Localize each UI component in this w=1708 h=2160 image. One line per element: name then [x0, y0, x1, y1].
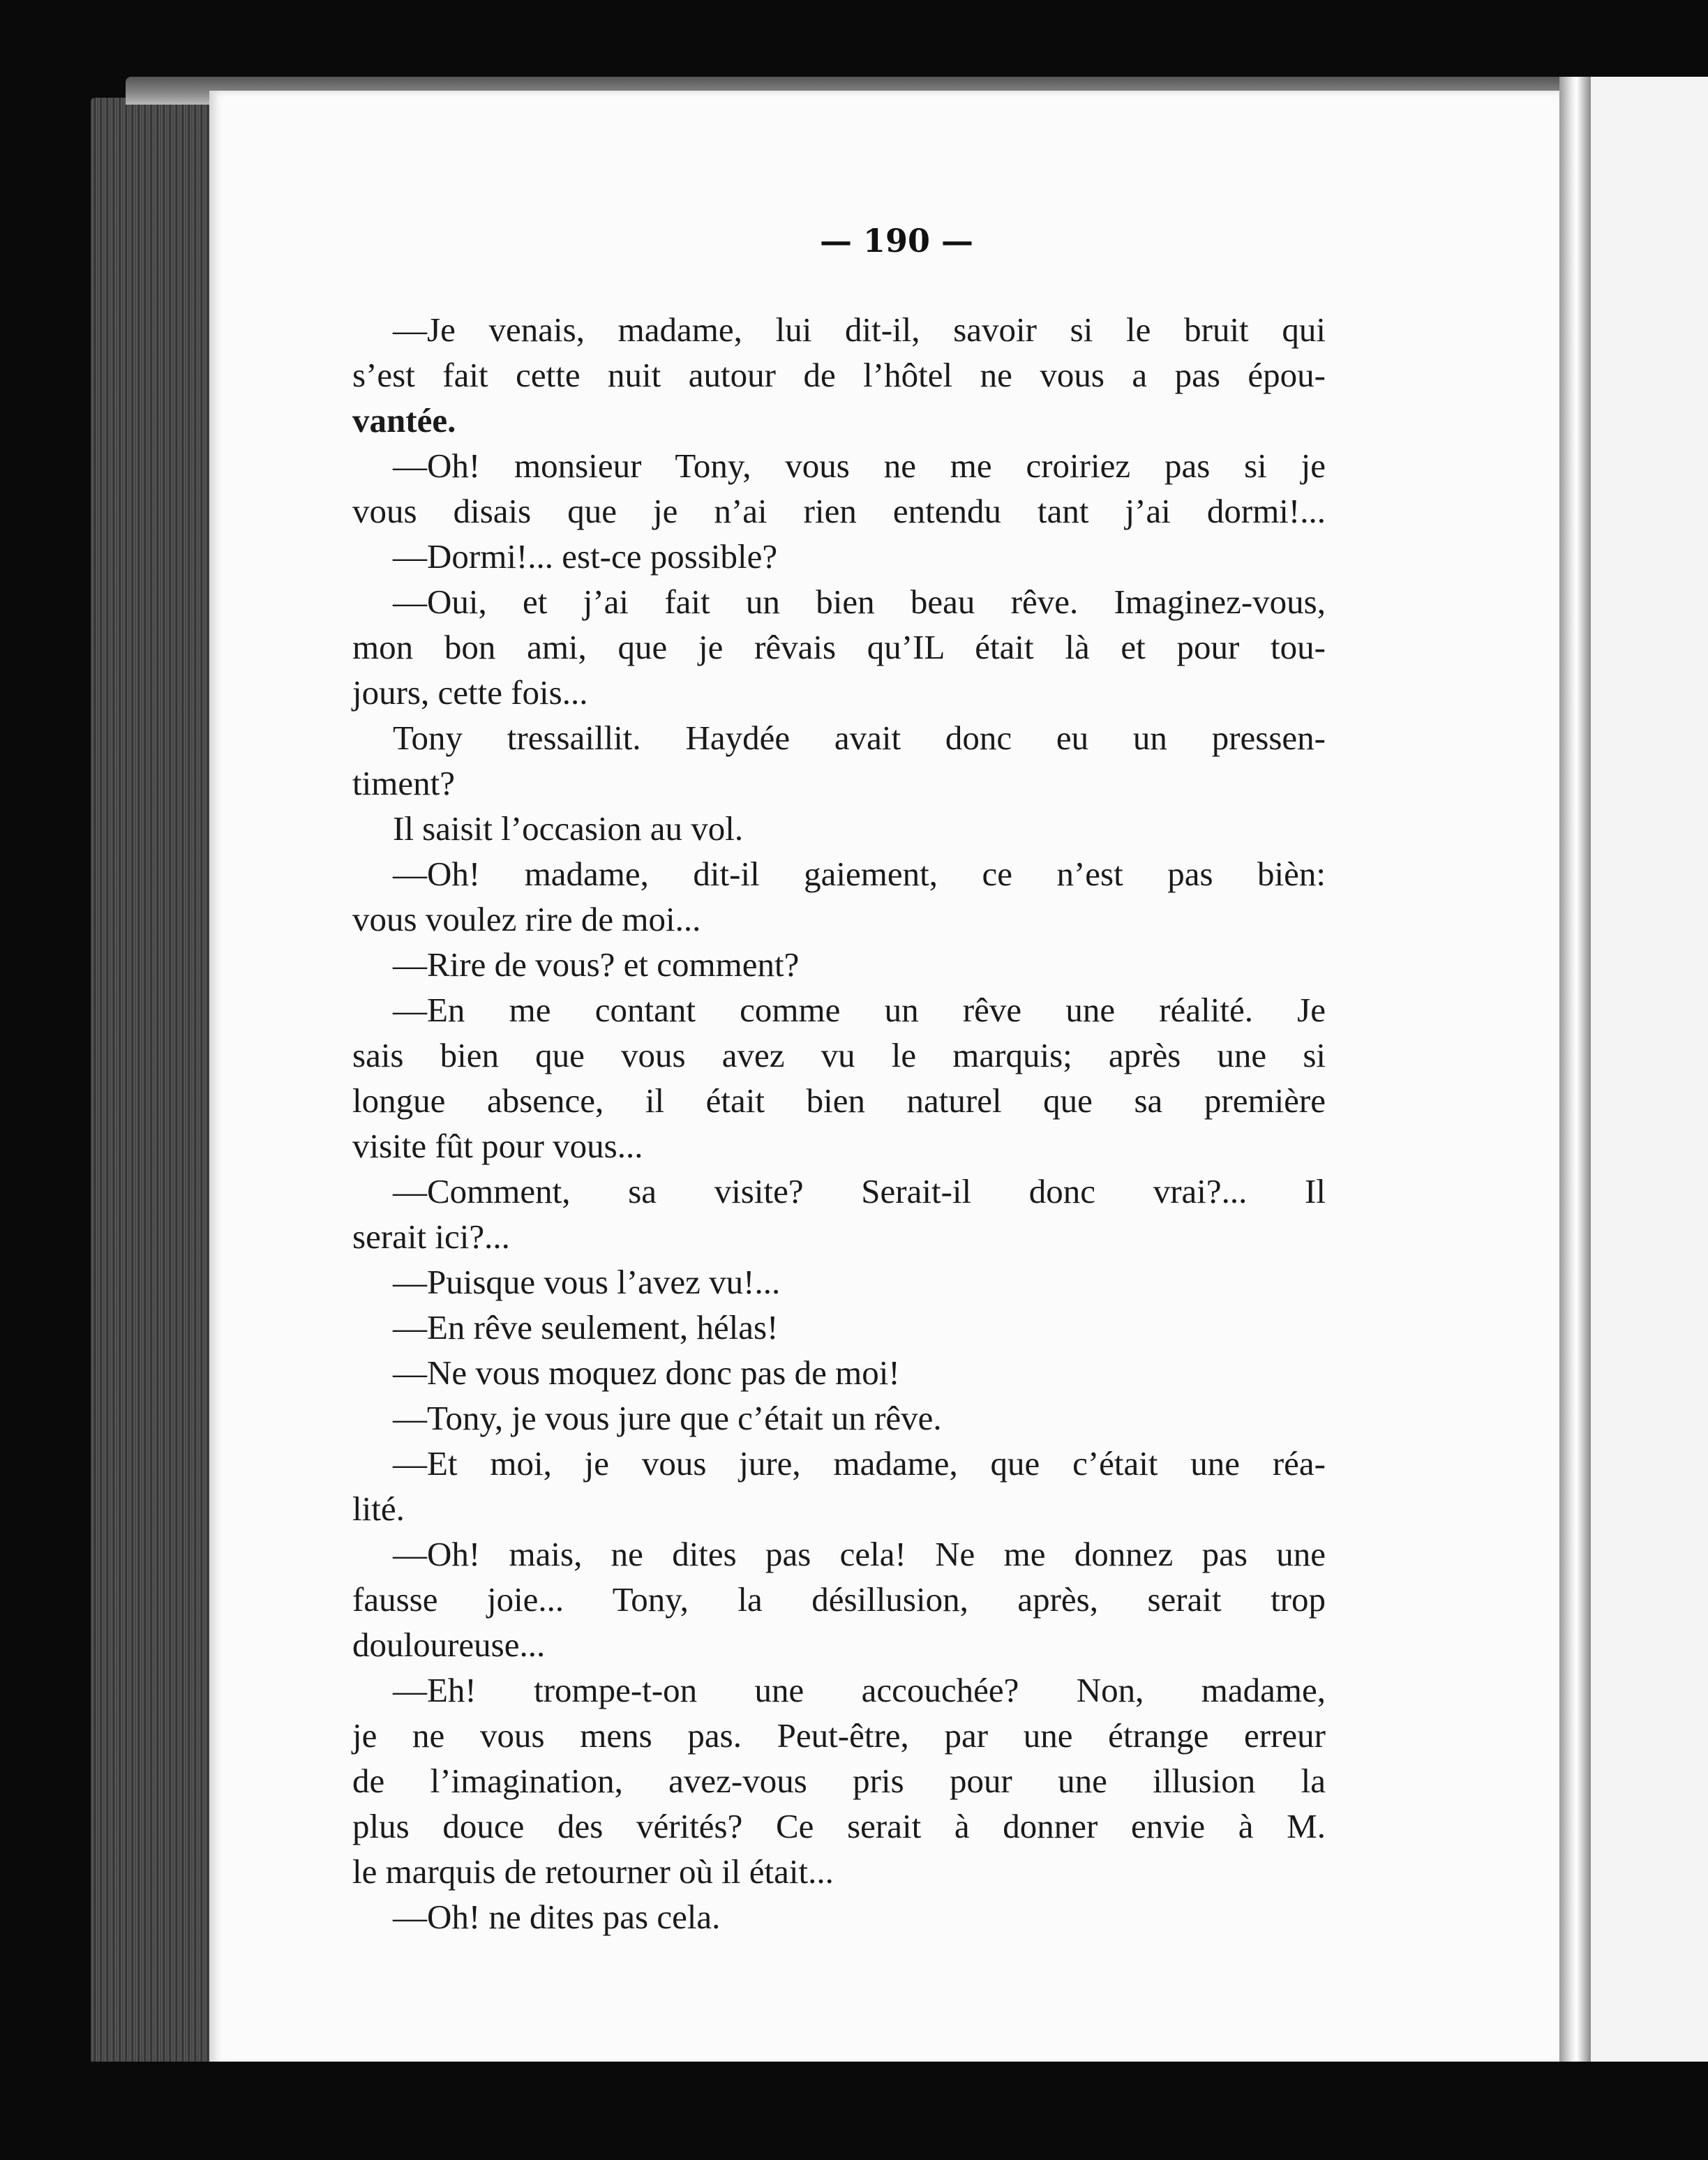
text-line: —Comment, sa visite? Serait-il donc vrai?... Il — [393, 1172, 1326, 1210]
scan-bottom-margin — [91, 2062, 1708, 2160]
text-line: douloureuse... — [352, 1626, 546, 1664]
text-line: longue absence, il était bien naturel que sa première — [352, 1081, 1326, 1120]
text-line: —Eh! trompe-t-on une accouchée? Non, madame, — [393, 1671, 1326, 1709]
text-line: jours, cette fois... — [352, 673, 588, 712]
text-line: —Rire de vous? et comment? — [393, 945, 800, 984]
text-line: vous voulez rire de moi... — [352, 900, 701, 938]
text-line: —Je venais, madame, lui dit-il, savoir si le bruit qui — [393, 310, 1326, 349]
book-gutter — [1559, 77, 1591, 2072]
text-line: visite fût pour vous... — [352, 1127, 643, 1165]
text-line: —Oh! mais, ne dites pas cela! Ne me donnez pas une — [393, 1535, 1326, 1573]
book-page-edges — [91, 98, 216, 2065]
text-line: —Dormi!... est-ce possible? — [393, 537, 778, 576]
text-line: Tony tressaillit. Haydée avait donc eu un pressen- — [393, 719, 1326, 757]
text-line: —Oui, et j’ai fait un bien beau rêve. Imaginez-vous, — [393, 583, 1326, 621]
text-line: sais bien que vous avez vu le marquis; après une si — [352, 1036, 1326, 1074]
text-line: serait ici?... — [352, 1217, 510, 1256]
right-page-sliver — [1591, 77, 1708, 2086]
text-line: —Et moi, je vous jure, madame, que c’était une réa- — [393, 1444, 1326, 1483]
text-line: mon bon ami, que je rêvais qu’IL était là et pour tou- — [352, 628, 1326, 666]
text-line: s’est fait cette nuit autour de l’hôtel ne vous a pas épou- — [352, 356, 1326, 394]
page-number: — 190 — — [819, 222, 974, 260]
text-line: —Tony, je vous jure que c’était un rêve. — [393, 1399, 942, 1437]
text-line: —Puisque vous l’avez vu!... — [393, 1263, 781, 1301]
text-line: —Oh! ne dites pas cela. — [393, 1898, 721, 1936]
text-line: —En rêve seulement, hélas! — [393, 1308, 779, 1347]
text-line: Il saisit l’occasion au vol. — [393, 809, 744, 848]
text-line: plus douce des vérités? Ce serait à donner envie à M. — [352, 1807, 1326, 1845]
text-line: lité. — [352, 1490, 405, 1528]
text-line: —Ne vous moquez donc pas de moi! — [393, 1353, 900, 1392]
text-line: —Oh! monsieur Tony, vous ne me croiriez pas si je — [393, 447, 1326, 485]
text-line: le marquis de retourner où il était... — [352, 1852, 834, 1891]
text-line: vantée. — [352, 401, 456, 440]
text-line: je ne vous mens pas. Peut-être, par une étrange erreur — [352, 1716, 1326, 1755]
text-line: —En me contant comme un rêve une réalité. Je — [393, 991, 1326, 1029]
text-line: vous disais que je n’ai rien entendu tant j’ai dormi!... — [352, 492, 1326, 530]
text-line: de l’imagination, avez-vous pris pour une illusion la — [352, 1762, 1326, 1800]
text-line: fausse joie... Tony, la désillusion, après, serait trop — [352, 1580, 1326, 1619]
text-line: timent? — [352, 764, 455, 802]
text-line: —Oh! madame, dit-il gaiement, ce n’est pas bièn: — [393, 855, 1326, 893]
page-text — [352, 307, 1326, 1940]
